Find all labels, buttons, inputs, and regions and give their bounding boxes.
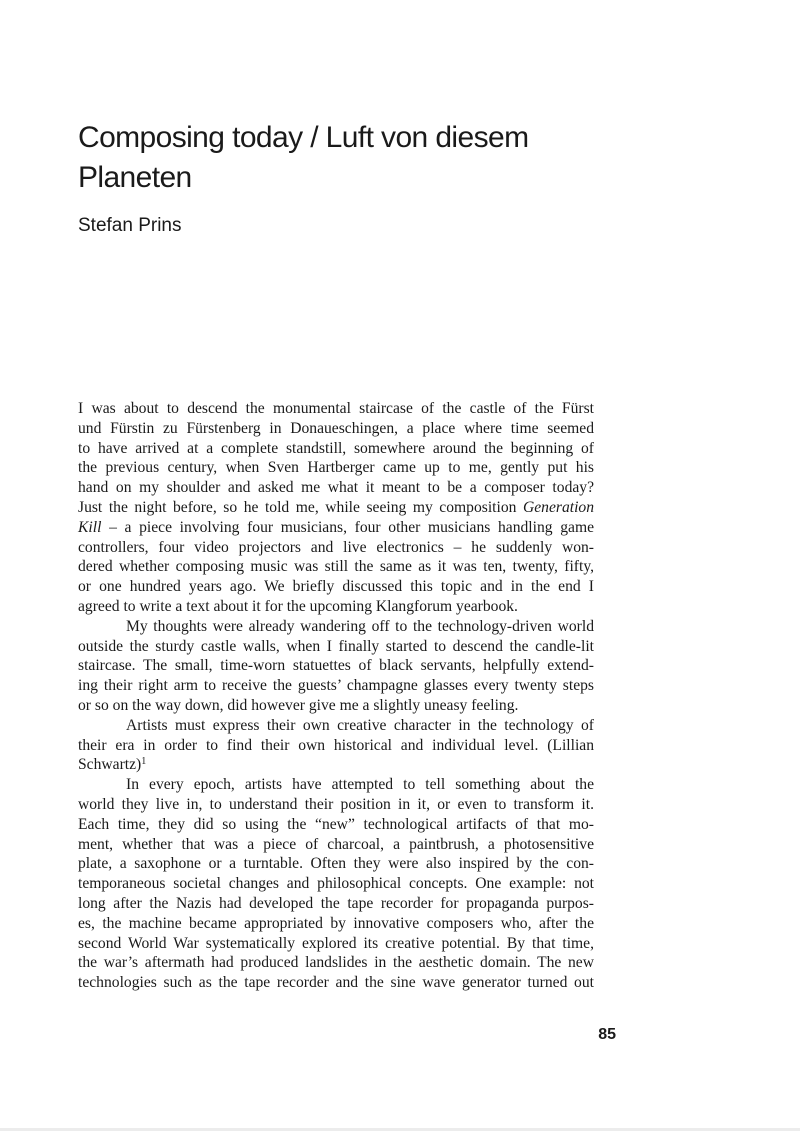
title-line: Planeten [78,161,192,194]
text-line: ment, whether that was a piece of charcoal, a paintbrush, a photosensitive [78,835,594,853]
text-line: es, the machine became appropriated by innovative composers who, after the [78,914,594,932]
text-line: outside the sturdy castle walls, when I finally started to descend the candle-lit [78,637,594,655]
text-line: technologies such as the tape recorder and the sine wave generator turned out [78,974,594,992]
quote-source: Schwartz) [78,756,142,774]
quote-line [78,755,594,775]
author-name: Stefan Prins [78,215,182,236]
text-line: My thoughts were already wandering off to the technology-driven world [126,617,594,635]
text-line: ing their right arm to receive the guests’ champagne glasses every twenty steps [78,677,594,695]
text-line: long after the Nazis had developed the tape recorder for propaganda purpos- [78,894,594,912]
text-line: Each time, they did so using the “new” technological artifacts of that mo- [78,815,594,833]
quote-line: their era in order to find their own historical and individual level. (Lillian [78,736,594,754]
text-line: temporaneous societal changes and philosophical concepts. One example: not [78,875,594,893]
text-line: to have arrived at a complete standstill, somewhere around the beginning of [78,439,594,457]
text-line: staircase. The small, time-worn statuettes of black servants, helpfully extend- [78,657,594,675]
page-number: 85 [598,1026,616,1043]
text-line: or so on the way down, did however give me a slightly uneasy feeling. [78,696,519,714]
text-line: In every epoch, artists have attempted to tell something about the [126,776,594,794]
chapter-title [78,118,638,198]
text-line [78,498,594,518]
text-line: agreed to write a text about it for the upcoming Klangforum yearbook. [78,597,518,615]
text-line: second World War systematically explored its creative potential. By that time, [78,934,594,952]
text-segment: Just the night before, so he told me, while seeing my composition [78,498,517,516]
text-line: or one hundred years ago. We briefly discussed this topic and in the end I [78,578,594,596]
text-line: plate, a saxophone or a turntable. Often they were also inspired by the con- [78,855,594,873]
text-line: hand on my shoulder and asked me what it meant to be a composer today? [78,479,594,497]
text-line: the previous century, when Sven Hartberger came up to me, gently put his [78,459,594,477]
title-line: Composing today / Luft von diesem [78,121,529,154]
text-line: the war’s aftermath had produced landslides in the aesthetic domain. The new [78,954,594,972]
text-line [78,518,594,538]
footnote-marker: 1 [141,756,147,768]
text-line: und Fürstin zu Fürstenberg in Donaueschingen, a place where time seemed [78,419,594,437]
text-segment: – a piece involving four musicians, four other musicians handling game [101,518,594,536]
work-title: Kill [78,518,102,536]
work-title: Generation [522,498,594,516]
text-line: I was about to descend the monumental staircase of the castle of the Fürst [78,400,594,417]
text-line: world they live in, to understand their position in it, or even to transform it. [78,795,594,813]
quote-line: Artists must express their own creative character in the technology of [126,716,594,734]
body-text [78,399,594,993]
text-line: controllers, four video projectors and live electronics – he suddenly won- [78,538,594,556]
text-line: dered whether composing music was still the same as it was ten, twenty, fifty, [78,558,594,576]
